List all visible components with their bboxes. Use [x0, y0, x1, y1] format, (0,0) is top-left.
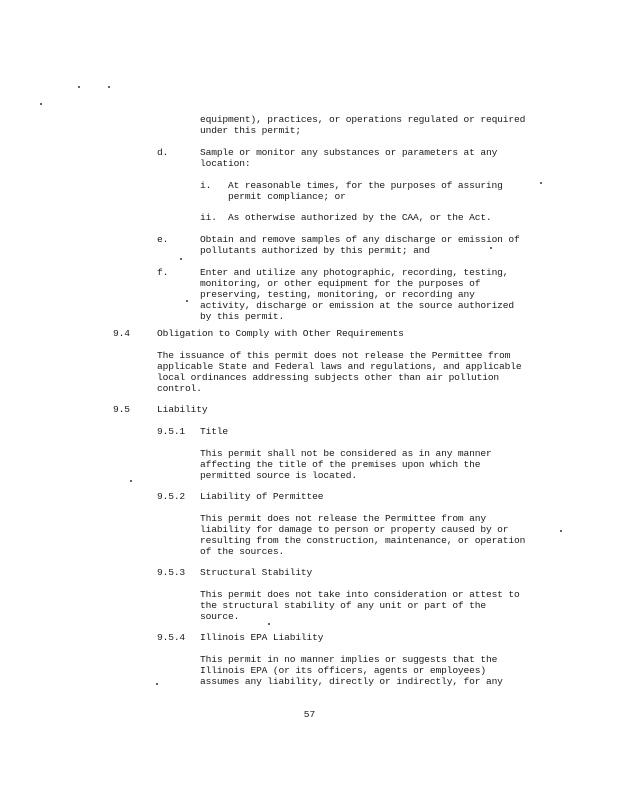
subsection-text: of the sources.: [200, 546, 285, 557]
subsection-number: 9.5.2: [157, 491, 186, 502]
subsection-text: This permit does not release the Permittee from any: [200, 513, 486, 524]
subsection-number: 9.5.3: [157, 567, 186, 578]
subsection-text: resulting from the construction, maintenance, or operation: [200, 535, 526, 546]
scan-speck: [490, 247, 492, 249]
scan-speck: [130, 480, 132, 482]
subsection-text: the structural stability of any unit or part of the: [200, 600, 486, 611]
subsection-text: source.: [200, 611, 240, 622]
subsection-text: Illinois EPA (or its officers, agents or employees): [200, 665, 486, 676]
subsection-number: 9.5.1: [157, 426, 186, 437]
item-text: preserving, testing, monitoring, or recording any: [200, 289, 475, 300]
scan-speck: [156, 683, 158, 685]
subsection-heading: Liability of Permittee: [200, 491, 324, 502]
item-text: by this permit.: [200, 311, 285, 322]
scan-speck: [540, 182, 542, 184]
subsection-text: This permit does not take into consideration or attest to: [200, 589, 520, 600]
subitem-text: At reasonable times, for the purposes of assuring: [228, 180, 503, 191]
subsection-text: affecting the title of the premises upon which the: [200, 459, 481, 470]
item-label: e.: [157, 234, 169, 245]
subsection-text: This permit in no manner implies or suggests that the: [200, 654, 498, 665]
item-text: pollutants authorized by this permit; and: [200, 245, 430, 256]
item-text: Sample or monitor any substances or parameters at any: [200, 147, 498, 158]
item-text: location:: [200, 158, 251, 169]
subsection-text: This permit shall not be considered as in any manner: [200, 448, 492, 459]
section-number: 9.4: [113, 328, 130, 339]
page-number: 57: [303, 709, 316, 720]
continuation-line: under this permit;: [200, 125, 301, 136]
subitem-label: ii.: [200, 212, 217, 223]
scan-speck: [268, 623, 270, 625]
scan-speck: [40, 103, 42, 105]
scan-speck: [186, 300, 188, 302]
scan-speck: [78, 86, 80, 88]
subsection-text: liability for damage to person or property caused by or: [200, 524, 509, 535]
subsection-number: 9.5.4: [157, 632, 186, 643]
continuation-line: equipment), practices, or operations regulated or required: [200, 114, 526, 125]
subsection-heading: Structural Stability: [200, 567, 313, 578]
item-text: monitoring, or other equipment for the purposes of: [200, 278, 481, 289]
subitem-text: permit compliance; or: [228, 191, 346, 202]
item-text: Enter and utilize any photographic, recording, testing,: [200, 267, 509, 278]
subitem-text: As otherwise authorized by the CAA, or the Act.: [228, 212, 492, 223]
scan-speck: [560, 530, 562, 532]
section-heading: Obligation to Comply with Other Requirements: [157, 328, 404, 339]
subsection-text: assumes any liability, directly or indirectly, for any: [200, 676, 503, 687]
section-text: applicable State and Federal laws and regulations, and applicable: [157, 361, 522, 372]
section-text: local ordinances addressing subjects other than air pollution: [157, 372, 500, 383]
subsection-heading: Illinois EPA Liability: [200, 632, 324, 643]
item-label: d.: [157, 147, 169, 158]
item-text: activity, discharge or emission at the source authorized: [200, 300, 515, 311]
scan-speck: [180, 258, 182, 260]
section-number: 9.5: [113, 404, 130, 415]
section-text: The issuance of this permit does not release the Permittee from: [157, 350, 511, 361]
section-heading: Liability: [157, 404, 208, 415]
subsection-text: permitted source is located.: [200, 470, 358, 481]
item-text: Obtain and remove samples of any discharge or emission of: [200, 234, 520, 245]
subsection-heading: Title: [200, 426, 229, 437]
subitem-label: i.: [200, 180, 212, 191]
scan-speck: [108, 86, 110, 88]
item-label: f.: [157, 267, 169, 278]
section-text: control.: [157, 383, 202, 394]
